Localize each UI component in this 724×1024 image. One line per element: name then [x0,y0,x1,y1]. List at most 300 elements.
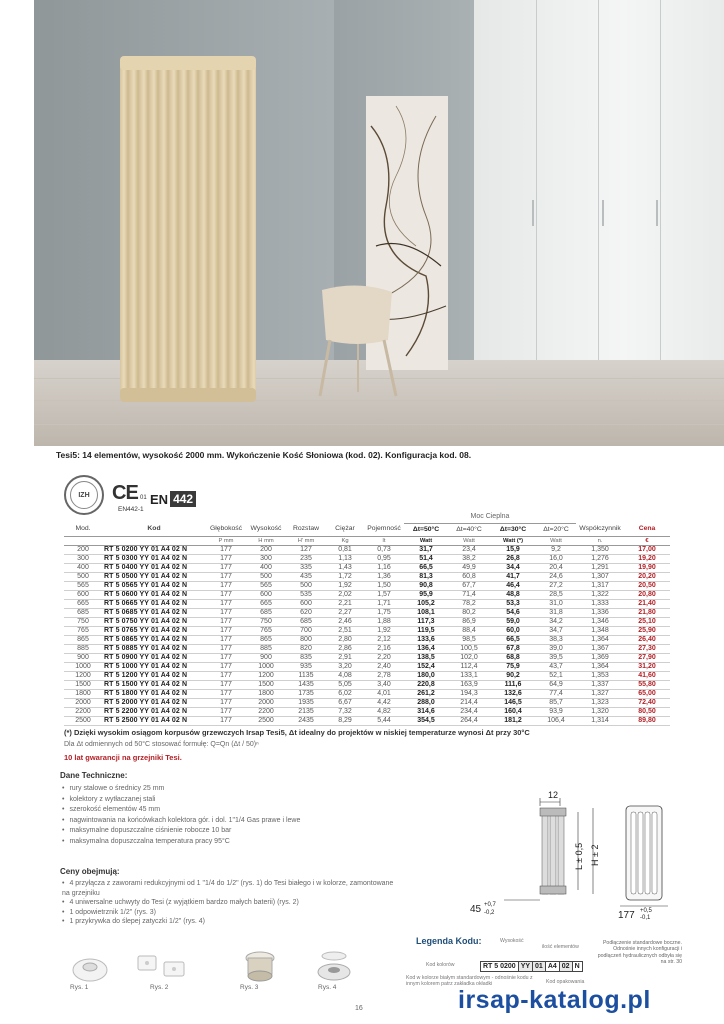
en-standard-label: EN442-1 [118,506,144,513]
technical-drawing [468,788,708,920]
table-cell: 750 [246,617,286,626]
note-warranty: 10 lat gwarancji na grzejniki Tesi. [64,753,182,762]
table-cell: 2,21 [326,599,364,608]
table-cell: 20,80 [624,590,670,599]
col-header: Współczynnik [576,523,624,536]
table-cell: 2,40 [364,662,404,671]
table-cell: 138,5 [404,653,448,662]
table-cell: 1500 [64,680,102,689]
table-cell: RT 5 0500 YY 01 A4 02 N [102,572,206,581]
table-cell: 181,2 [490,716,536,725]
code-part-n: N [574,963,580,970]
list-item: • maksymalna dopuszczalna temperatura pracy 95°C [62,837,300,848]
table-cell: 1,92 [364,626,404,635]
table-cell: 2,27 [326,608,364,617]
table-cell: 77,4 [536,689,576,698]
table-cell: RT 5 2000 YY 01 A4 02 N [102,698,206,707]
table-cell: 81,3 [404,572,448,581]
table-cell: 565 [246,581,286,590]
table-cell: 38,2 [448,554,490,563]
table-cell: 177 [206,662,246,671]
col-header: Kod [102,523,206,536]
table-cell: 4,01 [364,689,404,698]
legend-label-wysokosc: Wysokość [500,938,524,944]
table-cell: 95,9 [404,590,448,599]
table-cell: 1,367 [576,644,624,653]
table-cell: 750 [64,617,102,626]
table-row [64,698,670,707]
ce-mark-year: 01 [140,495,147,501]
table-cell: 26,8 [490,554,536,563]
list-item: • szerokość elementów 45 mm [62,805,300,816]
col-unit: n. [576,536,624,545]
table-cell: 500 [286,581,326,590]
col-unit: H' mm [286,536,326,545]
radiator-image [120,58,256,400]
table-cell: 48,8 [490,590,536,599]
table-row [64,689,670,698]
table-cell: RT 5 0885 YY 01 A4 02 N [102,644,206,653]
units-row [64,536,670,545]
col-header: Pojemność [364,523,404,536]
table-cell: 600 [246,590,286,599]
table-cell: 160,4 [490,707,536,716]
side-view [470,790,600,916]
table-cell: 177 [206,653,246,662]
table-cell: 2200 [64,707,102,716]
table-cell: 34,4 [490,563,536,572]
table-cell: 177 [206,680,246,689]
col-unit: Kg [326,536,364,545]
legend-label-kod-opakowania: Kod opakowania [546,979,585,985]
table-cell: 820 [286,644,326,653]
table-cell: 31,0 [536,599,576,608]
col-header: Cena [624,523,670,536]
table-cell: 2000 [246,698,286,707]
table-cell: 2135 [286,707,326,716]
table-cell: 600 [286,599,326,608]
table-cell: 1,16 [364,563,404,572]
list-item: • rury stalowe o średnicy 25 mm [62,784,300,795]
table-cell: 64,9 [536,680,576,689]
table-row [64,716,670,725]
table-cell: 52,1 [536,671,576,680]
table-cell: 685 [286,617,326,626]
table-cell: 180,0 [404,671,448,680]
table-cell: 1,317 [576,581,624,590]
table-cell: 177 [206,644,246,653]
col-header: Wysokość [246,523,286,536]
table-cell: 90,8 [404,581,448,590]
table-cell: 27,2 [536,581,576,590]
table-cell: 65,00 [624,689,670,698]
table-row [64,572,670,581]
table-cell: 6,02 [326,689,364,698]
air-vent-icon [232,946,288,986]
table-cell: RT 5 2200 YY 01 A4 02 N [102,707,206,716]
table-cell: 34,7 [536,626,576,635]
table-cell: 2,12 [364,635,404,644]
col-header: Rozstaw [286,523,326,536]
table-cell: 1,57 [364,590,404,599]
dim-45: 45 [470,904,482,915]
table-cell: RT 5 0900 YY 01 A4 02 N [102,653,206,662]
radiator-top-collector [120,56,256,70]
fig-label-3: Rys. 3 [240,984,259,991]
table-cell: 177 [206,671,246,680]
table-cell: 80,50 [624,707,670,716]
table-cell: RT 5 2500 YY 01 A4 02 N [102,716,206,725]
table-cell: 234,4 [448,707,490,716]
table-row [64,590,670,599]
table-cell: 75,9 [490,662,536,671]
table-cell: 1,291 [576,563,624,572]
table-cell: 214,4 [448,698,490,707]
fig-label-4: Rys. 4 [318,984,337,991]
table-cell: 34,2 [536,617,576,626]
table-cell: 765 [64,626,102,635]
table-cell: 177 [206,698,246,707]
ce-mark-icon: CE [112,482,138,504]
table-cell: 25,10 [624,617,670,626]
table-cell: 26,40 [624,635,670,644]
table-cell: 1,13 [326,554,364,563]
col-header: Δt=20°C [536,523,576,536]
table-cell: 200 [64,545,102,554]
table-cell: 1,36 [364,572,404,581]
table-cell: 66,5 [490,635,536,644]
table-cell: 88,4 [448,626,490,635]
table-cell: 2435 [286,716,326,725]
table-cell: 1,322 [576,590,624,599]
table-cell: 51,4 [404,554,448,563]
col-header: Δt=30°C [490,523,536,536]
table-cell: 4,82 [364,707,404,716]
table-cell: 102,0 [448,653,490,662]
col-unit [102,536,206,545]
table-cell: RT 5 0565 YY 01 A4 02 N [102,581,206,590]
included-list [62,879,402,927]
table-cell: 665 [64,599,102,608]
table-cell: 60,8 [448,572,490,581]
table-cell: 1735 [286,689,326,698]
table-cell: 19,90 [624,563,670,572]
table-cell: 300 [246,554,286,563]
table-cell: 335 [286,563,326,572]
table-cell: 1,336 [576,608,624,617]
table-cell: 685 [64,608,102,617]
table-cell: 1,323 [576,698,624,707]
legend-label-bottom: Kod w kolorze białym standardowym - odnośnie kodu z innym kolorem patrz zakładka okładki [406,975,533,988]
dim-177-tol-up: +0,5 [640,908,652,914]
table-cell: 1,369 [576,653,624,662]
table-cell: 1800 [64,689,102,698]
spec-table [64,512,670,726]
table-cell: 19,20 [624,554,670,563]
table-cell: 865 [246,635,286,644]
table-cell: 261,2 [404,689,448,698]
list-item: • maksymalne dopuszczalne ciśnienie robocze 10 bar [62,826,300,837]
table-cell: 665 [246,599,286,608]
table-cell: 220,8 [404,680,448,689]
header-row [64,523,670,536]
table-cell: 59,0 [490,617,536,626]
table-cell: 2,46 [326,617,364,626]
table-row [64,635,670,644]
dim-177: 177 [618,910,635,920]
table-cell: 1,276 [576,554,624,563]
hero-photo [34,0,724,446]
table-cell: 288,0 [404,698,448,707]
table-cell: 835 [286,653,326,662]
table-cell: RT 5 0200 YY 01 A4 02 N [102,545,206,554]
table-cell: 354,5 [404,716,448,725]
table-row [64,662,670,671]
col-unit: Watt [448,536,490,545]
table-cell: 1800 [246,689,286,698]
list-item: • 4 przyłącza z zaworami redukcyjnymi od 1 "1/4 do 1/2" (rys. 1) do Tesi białego i w kolorze, zamontowane na grzejniku [62,879,402,898]
table-cell: 9,2 [536,545,576,554]
table-cell: 600 [64,590,102,599]
col-unit: lt [364,536,404,545]
table-cell: 60,0 [490,626,536,635]
table-cell: 111,6 [490,680,536,689]
table-row [64,608,670,617]
table-row [64,653,670,662]
group-header-row [64,512,670,523]
table-cell: 1,75 [364,608,404,617]
table-cell: 2,02 [326,590,364,599]
table-row [64,707,670,716]
table-cell: 2,91 [326,653,364,662]
table-cell: 400 [64,563,102,572]
table-cell: RT 5 0665 YY 01 A4 02 N [102,599,206,608]
blind-plug-cap-icon [306,946,362,986]
table-cell: 314,6 [404,707,448,716]
table-cell: 132,6 [490,689,536,698]
table-cell: 20,50 [624,581,670,590]
table-cell: 85,7 [536,698,576,707]
table-cell: 39,5 [536,653,576,662]
spec-table-body [64,545,670,725]
table-cell: 177 [206,563,246,572]
col-unit: P mm [206,536,246,545]
table-cell: 235 [286,554,326,563]
table-cell: 41,60 [624,671,670,680]
col-header: Głębokość [206,523,246,536]
table-cell: 2200 [246,707,286,716]
table-cell: 1,350 [576,545,624,554]
table-cell: 6,67 [326,698,364,707]
table-cell: 24,6 [536,572,576,581]
dim-177-tol-dn: -0,1 [640,915,651,920]
table-cell: 1,72 [326,572,364,581]
fig-label-1: Rys. 1 [70,984,89,991]
table-cell: 133,1 [448,671,490,680]
table-cell: 66,5 [404,563,448,572]
table-cell: 31,8 [536,608,576,617]
table-cell: 2,78 [364,671,404,680]
dim-h: H ± 2 [590,844,600,866]
table-cell: 1935 [286,698,326,707]
table-cell: 1200 [64,671,102,680]
table-cell: 38,3 [536,635,576,644]
table-cell: 27,30 [624,644,670,653]
legend-label-kod-kolorow: Kod kolorów [426,962,455,968]
table-cell: 49,9 [448,563,490,572]
table-cell: 25,90 [624,626,670,635]
table-row [64,563,670,572]
table-cell: 1,348 [576,626,624,635]
table-cell: 27,90 [624,653,670,662]
page-number: 16 [355,1005,363,1012]
table-cell: 1500 [246,680,286,689]
table-cell: 146,5 [490,698,536,707]
table-row [64,599,670,608]
table-cell: 152,4 [404,662,448,671]
table-cell: 1,307 [576,572,624,581]
table-cell: 3,40 [364,680,404,689]
table-cell: 54,6 [490,608,536,617]
table-cell: 3,20 [326,662,364,671]
table-cell: 2,86 [326,644,364,653]
table-cell: 106,4 [536,716,576,725]
table-cell: 535 [286,590,326,599]
iizh-seal-icon: IZH [64,475,104,515]
code-legend-box [480,961,583,972]
table-cell: 1135 [286,671,326,680]
table-cell: 1,92 [326,581,364,590]
dim-45-tol-up: +0,7 [484,902,496,908]
table-cell: 20,20 [624,572,670,581]
table-cell: 78,2 [448,599,490,608]
table-cell: 133,6 [404,635,448,644]
tech-data-list [62,784,300,847]
table-cell: 935 [286,662,326,671]
table-cell: 5,05 [326,680,364,689]
table-cell: 5,44 [364,716,404,725]
table-cell: 31,20 [624,662,670,671]
note-asterisk: (*) Dzięki wysokim osiągom korpusów grzewczych Irsap Tesi5, Δt idealny do projektów w niskiej temperaturze wynosi Δt przy 30°C [64,728,530,737]
table-cell: 177 [206,608,246,617]
table-cell: 435 [286,572,326,581]
table-cell: RT 5 0750 YY 01 A4 02 N [102,617,206,626]
table-cell: RT 5 0765 YY 01 A4 02 N [102,626,206,635]
wardrobe [474,0,724,395]
dim-top: 12 [548,790,559,800]
table-cell: 117,3 [404,617,448,626]
code-part-a4: A4 [546,962,560,971]
table-cell: 1,314 [576,716,624,725]
table-cell: 685 [246,608,286,617]
legend-title: Legenda Kodu: [416,936,482,946]
table-cell: 20,4 [536,563,576,572]
table-cell: 2,16 [364,644,404,653]
table-cell: 0,81 [326,545,364,554]
table-cell: 400 [246,563,286,572]
code-part-02: 02 [560,962,573,971]
table-cell: RT 5 0685 YY 01 A4 02 N [102,608,206,617]
included-title: Ceny obejmują: [60,867,120,876]
table-cell: 1,337 [576,680,624,689]
legend-label-ilosc: ilość elementów [542,944,579,950]
table-cell: 55,80 [624,680,670,689]
table-cell: 177 [206,635,246,644]
list-item: • kolektory z wytłaczanej stali [62,795,300,806]
table-cell: 177 [206,572,246,581]
table-cell: 46,4 [490,581,536,590]
table-cell: 23,4 [448,545,490,554]
table-cell: 1,320 [576,707,624,716]
table-cell: 163,9 [448,680,490,689]
table-cell: RT 5 0600 YY 01 A4 02 N [102,590,206,599]
table-cell: 43,7 [536,662,576,671]
fitting-icon [62,946,118,986]
table-row [64,644,670,653]
table-cell: 1000 [64,662,102,671]
table-cell: 177 [206,581,246,590]
table-cell: 1000 [246,662,286,671]
table-cell: 39,0 [536,644,576,653]
table-cell: 72,40 [624,698,670,707]
table-cell: 100,5 [448,644,490,653]
table-cell: 112,4 [448,662,490,671]
table-cell: 1,327 [576,689,624,698]
table-cell: 700 [286,626,326,635]
table-row [64,617,670,626]
table-cell: 105,2 [404,599,448,608]
list-item: • 4 uniwersalne uchwyty do Tesi (z wyjątkiem bardzo małych baterii) (rys. 2) [62,898,402,908]
table-cell: RT 5 0400 YY 01 A4 02 N [102,563,206,572]
table-cell: 93,9 [536,707,576,716]
table-cell: 765 [246,626,286,635]
table-cell: RT 5 1800 YY 01 A4 02 N [102,689,206,698]
code-part-model: RT 5 0200 [481,962,519,971]
code-part-01: 01 [533,962,546,971]
table-cell: 90,2 [490,671,536,680]
table-cell: 21,80 [624,608,670,617]
table-cell: 119,5 [404,626,448,635]
table-cell: 7,32 [326,707,364,716]
table-cell: 2000 [64,698,102,707]
photo-caption: Tesi5: 14 elementów, wysokość 2000 mm. Wykończenie Kość Słoniowa (kod. 02). Konfiguracja kod. 08. [56,450,472,460]
dim-l: L ± 0,5 [574,842,584,870]
table-cell: 80,2 [448,608,490,617]
table-cell: 31,7 [404,545,448,554]
table-cell: 127 [286,545,326,554]
table-row [64,626,670,635]
table-cell: 1200 [246,671,286,680]
col-unit [64,536,102,545]
col-unit: € [624,536,670,545]
table-cell: RT 5 1500 YY 01 A4 02 N [102,680,206,689]
table-cell: 2500 [64,716,102,725]
bracket-icon [134,946,190,986]
table-cell: 177 [206,554,246,563]
table-cell: 2500 [246,716,286,725]
col-unit: Watt [404,536,448,545]
table-cell: RT 5 0300 YY 01 A4 02 N [102,554,206,563]
table-cell: 1,88 [364,617,404,626]
dim-45-tol-dn: -0,2 [484,910,495,916]
table-cell: 41,7 [490,572,536,581]
tech-data-title: Dane Techniczne: [60,771,128,780]
table-cell: 1,333 [576,599,624,608]
col-header: Ciężar [326,523,364,536]
table-cell: 200 [246,545,286,554]
code-part-yy: YY [519,962,533,971]
table-cell: 565 [64,581,102,590]
